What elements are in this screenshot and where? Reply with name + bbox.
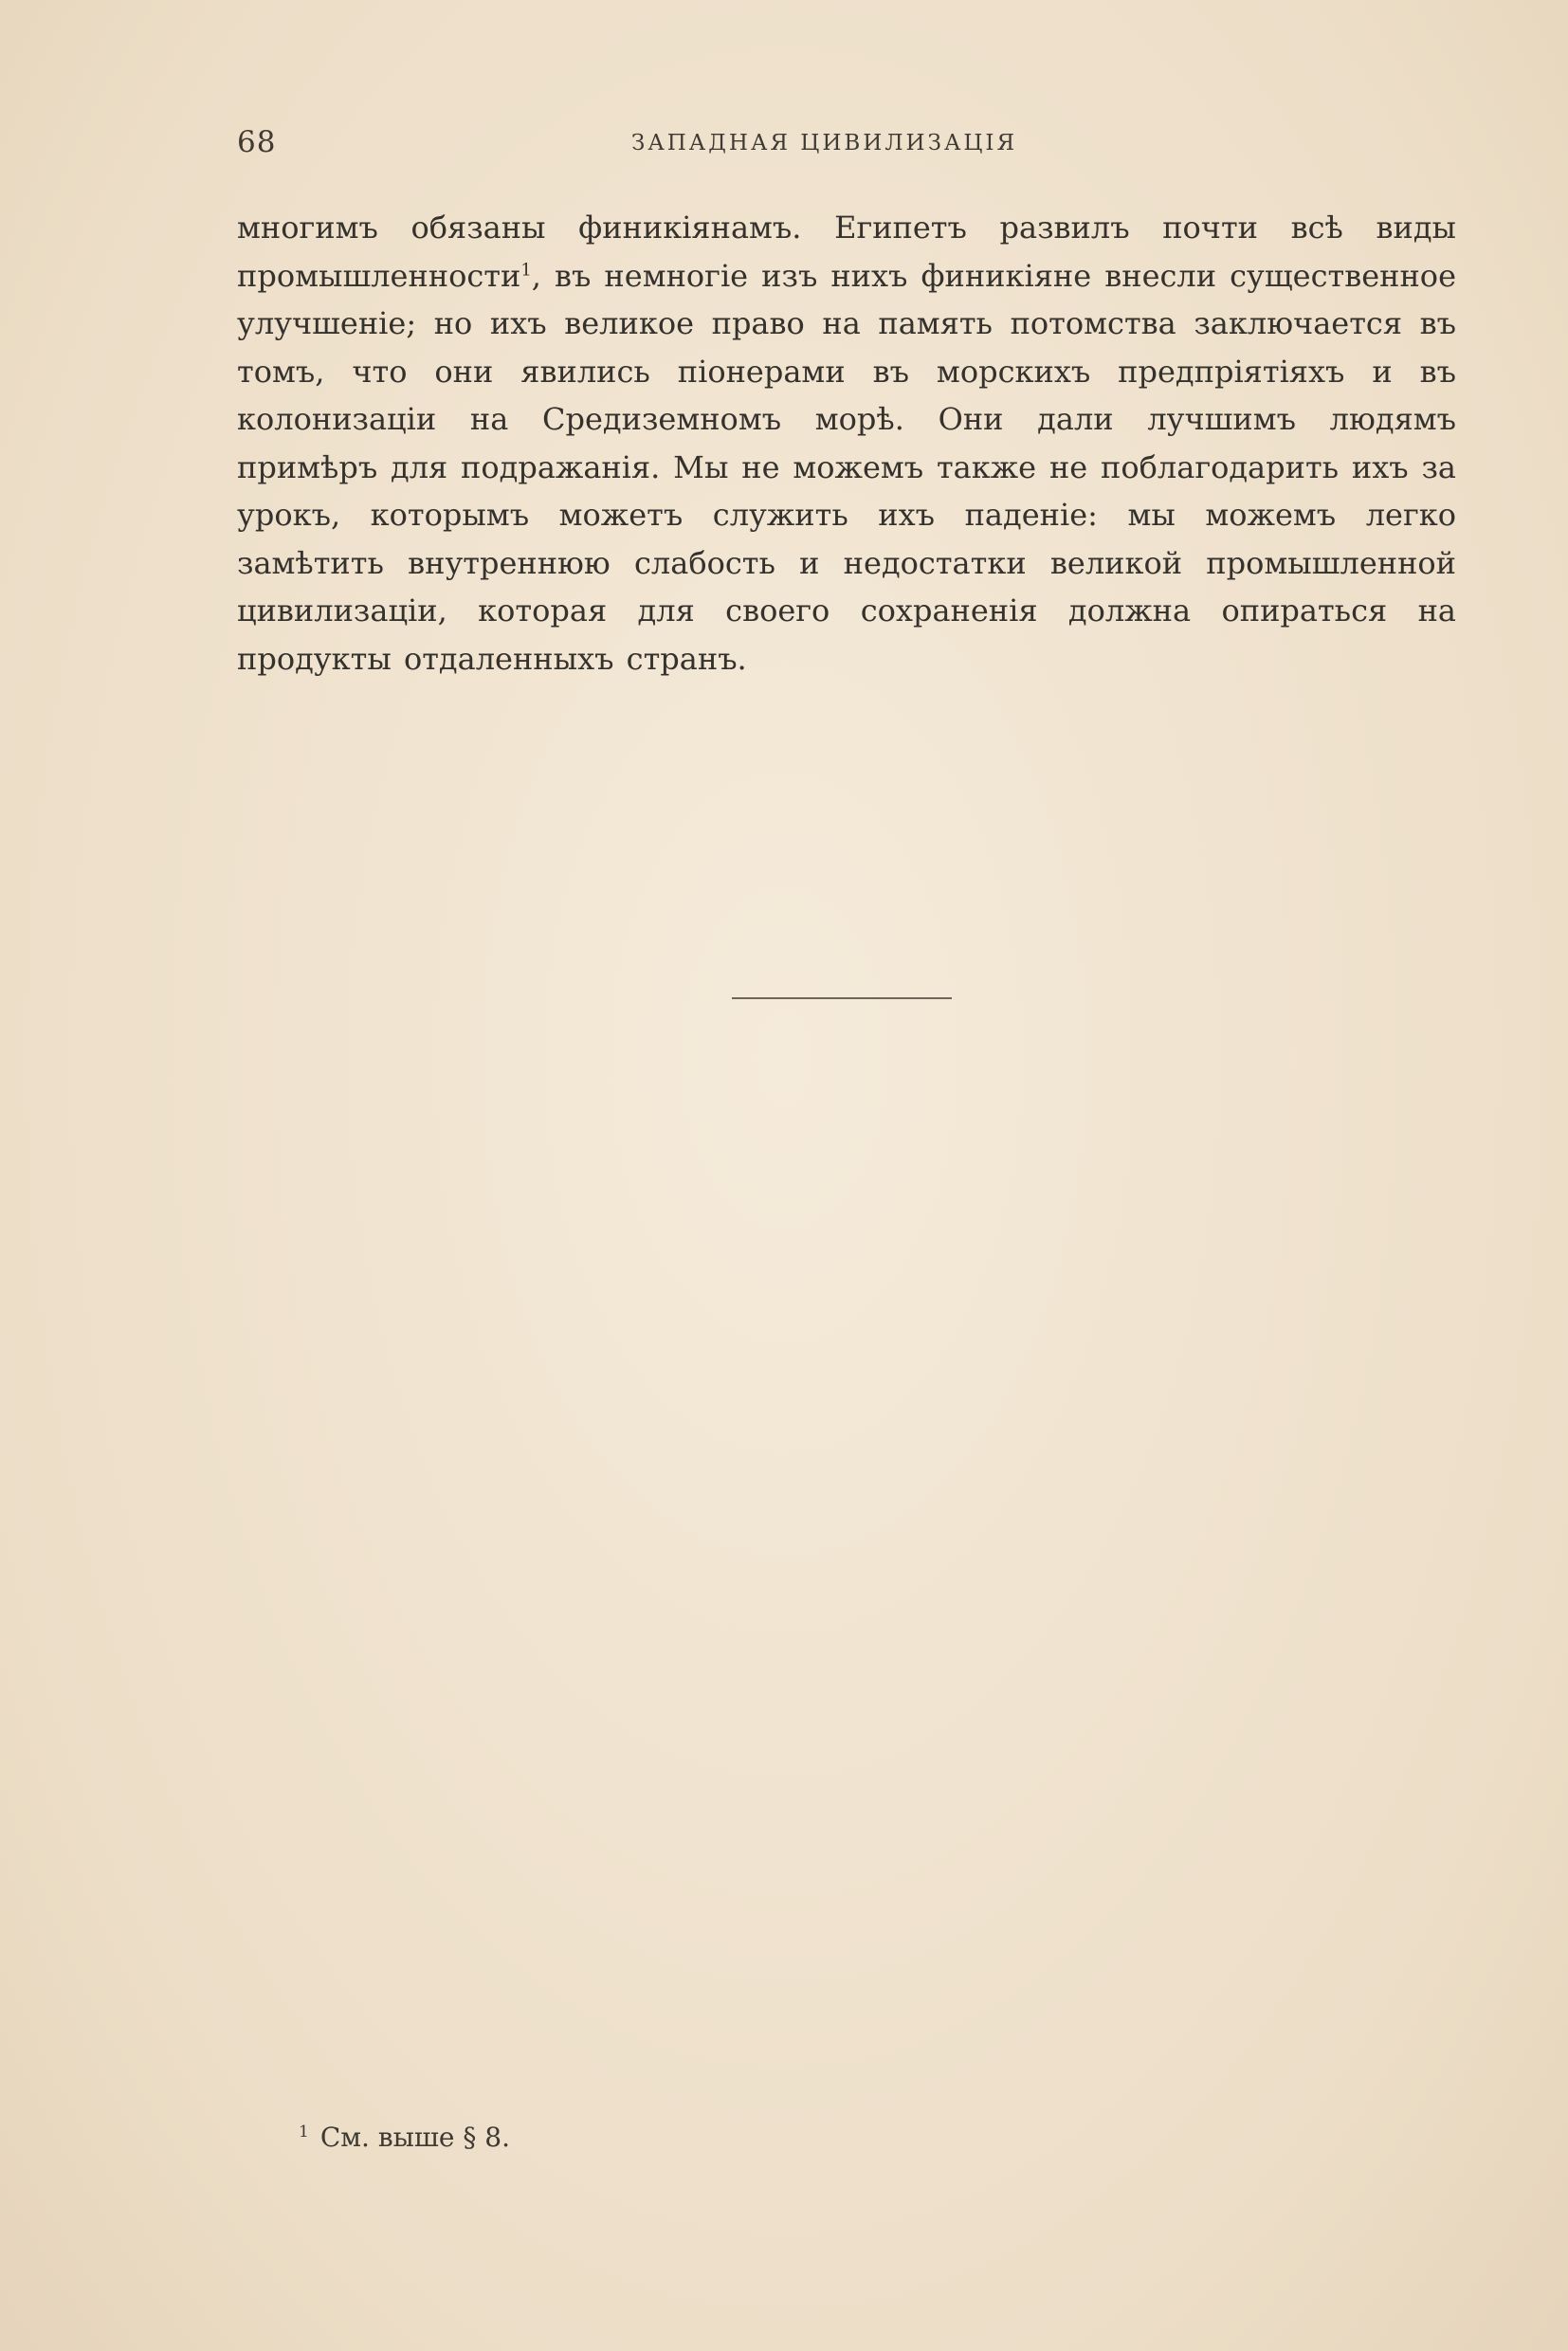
main-paragraph (237, 204, 1456, 683)
running-title: ЗАПАДНАЯ ЦИВИЛИЗАЦІЯ (631, 131, 1018, 155)
paragraph-text-part-1: многимъ обязаны финикіянамъ. Египетъ развилъ почти всѣ виды промышленности (237, 210, 1456, 294)
section-divider (732, 997, 952, 999)
footnote (299, 2121, 510, 2155)
footnote-reference: 1 (520, 259, 532, 280)
footnote-mark: 1 (299, 2122, 309, 2141)
page-number: 68 (237, 125, 277, 159)
footnote-text: См. выше § 8. (319, 2122, 510, 2153)
paragraph-text-part-2: , въ немногіе изъ нихъ финикіяне внесли существенное улучшеніе; но ихъ великое право на память потомства заключается въ томъ, что они явились піонерами въ морскихъ предпріятіяхъ и въ колонизаціи на Средиземномъ морѣ. Они дали лучшимъ людямъ примѣръ для подражанія. Мы не можемъ также не поблагодарить ихъ за урокъ, которымъ можетъ служить ихъ паденіе: мы можемъ легко замѣтить внутреннюю слабость и недостатки великой промышленной цивилизаціи, которая для своего сохраненія должна опираться на продукты отдаленныхъ странъ. (237, 257, 1456, 677)
